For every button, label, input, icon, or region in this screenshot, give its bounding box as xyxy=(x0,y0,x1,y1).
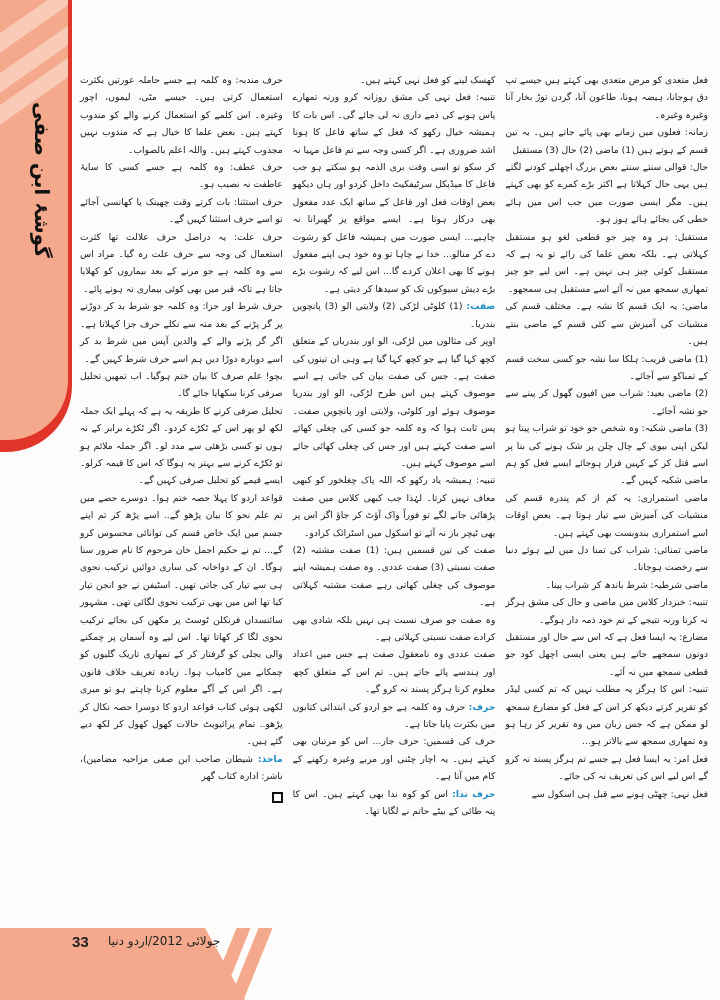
paragraph-text: (2) ماضی بعید: شراب میں افیون گھول کر پینے سے جو نشہ آجائے۔ xyxy=(505,388,708,417)
paragraph xyxy=(293,786,496,821)
paragraph-text: حرف استثنا: بات کرتے وقت چھینک یا کھانسی آجائے تو اسے حرف استثنا کہیں گے۔ xyxy=(79,196,283,226)
paragraph-text: ماضی تمنائی: شراب کی تمنا دل میں لیے ہوئے دنیا سے رخصت ہوجانا۔ xyxy=(505,544,708,574)
paragraph-text: تنبیہ: فعل نہی کی مشق روزانہ کرو ورنہ تمھارے پاس ہونے کی ذمے داری نہ لی جائے گی۔ اس بات کا ہمیشہ خیال رکھو کہ فعل کے ساتھ فاعل کا ہونا اشد ضروری ہے۔ اگر کسی وجہ سے تم فاعل مہیا نہ کر سکو تو اسی وقت بری الذمہ ہو سکتے ہو جب فاعل کا میڈیکل سرٹیفکیٹ داخل کردو اور ہاں دیکھو بعض اوقات فعل اور فاعل کے ساتھ ایک عدد مفعول بھی درکار ہوتا ہے۔ ایسے مواقع پر گھبرانا نہ چاہیے... ایسی صورت میں ہمیشہ فاعل کو رشوت دے کر منالو... خدا نے چاہا تو وہ خود ہی اپنے مفعول ہونے کا بھی اعلان کردے گا... اس لیے کہ رشوت بڑے بڑے دیش سیوکوں تک کو سیدھا کر دیتی ہے۔ xyxy=(292,92,496,295)
paragraph-text: تنبیہ: ہمیشہ یاد رکھو کہ اللہ پاک چغلخور کو کبھی معاف نہیں کرتا۔ لہٰذا جب کبھی کلاس میں صفت پڑھائی جانے لگے تو فوراً واک آؤٹ کر جاؤ اگر اس پر بھی ٹیچر باز نہ آئے تو اسکول میں اسٹرائک کرادو۔ xyxy=(292,475,496,539)
paragraph xyxy=(505,681,708,751)
paragraph-text: فعل امر: یہ ایسا فعل ہے جسے تم ہرگز پسند نہ کرو گے اس لیے اس کی تعریف نہ کی جائے۔ xyxy=(505,753,708,783)
paragraph xyxy=(505,594,708,629)
paragraph xyxy=(293,89,496,298)
paragraph-text: ماضی: یہ ایک قسم کا نشہ ہے۔ مختلف قسم کی منشیات کی آمیزش سے کئی قسم کے ماضی بنتے ہیں۔ xyxy=(505,301,708,348)
paragraph-text: حرف مندبہ: وہ کلمہ ہے جسے حاملہ عورتیں بکثرت استعمال کرتی ہیں۔ جیسے مٹی، لیموں، اچور وغیرہ۔ اس کلمے کو استعمال کرنے والے کو مندوب کہتے ہیں۔ بعض علما کا خیال ہے کہ مندوب نہیں مجذوب کہتے ہیں۔ واللہ اعلم بالصواب۔ xyxy=(79,75,283,156)
paragraph xyxy=(505,351,708,386)
section-title: گوشۂ ابن صفی xyxy=(30,102,54,258)
paragraph-text: اوپر کی مثالوں میں لڑکی، الو اور بندریاں کے متعلق کچھ کہا گیا ہے جو کچھ کہا گیا ہے وہی ان تینوں کی صفت ہے۔ جس کی صفت بیان کی جاتی ہے اسے موصوف کہتے ہیں اس طرح لڑکی، الو اور بندریا موصوف ہوئے اور کلوٹی، ولایتی اور پانچویں صفت۔ پس ثابت ہوا کہ وہ کلمہ جو کسی کی چغلی کھائے اسے صفت کہتے ہیں اور جس کی چغلی کھائی جائے اسے موصوف کہتے ہیں۔ xyxy=(292,336,496,469)
paragraph xyxy=(293,733,496,785)
column-1 xyxy=(505,72,708,803)
paragraph xyxy=(80,751,283,786)
paragraph xyxy=(505,124,708,159)
paragraph-text: حرف کی قسمیں: حرف جار... اس کو مرتبان بھی کہتے ہیں۔ یہ اچار چٹنی اور مربے وغیرہ رکھنے کے کام میں آتا ہے۔ xyxy=(292,736,496,783)
paragraph-heading: حرف ندا: xyxy=(452,788,496,800)
paragraph xyxy=(505,577,708,594)
paragraph xyxy=(80,403,283,490)
paragraph xyxy=(505,490,708,542)
paragraph-text: حرف شرط اور جزا: وہ کلمہ جو شرط بد کر دوڑنے پر گر پڑنے کے بعد منہ سے نکلے حرف جزا کہلاتا ہے۔ اگر گر پڑنے والے کے والدین آپس میں شرط بد کر اسے دوبارہ دوڑا دیں ہم اسے حرف شرط کہیں گے۔ xyxy=(79,301,283,365)
paragraph xyxy=(80,490,283,751)
article-body xyxy=(80,72,708,820)
paragraph-text: ماضی شرطیہ: شرط باندھ کر شراب پینا۔ xyxy=(545,579,708,591)
paragraph xyxy=(80,368,283,403)
paragraph-text: حرف وہ کلمہ ہے جو اردو کی ابتدائی کتابوں میں بکثرت پایا جاتا ہے۔ xyxy=(292,701,496,731)
paragraph-text: صفت عددی وہ نامعقول صفت ہے جس میں اعداد اور ہندسے پائے جاتے ہیں۔ تم اس کے متعلق کچھ معلوم کرنا ہرگز پسند نہ کرو گے۔ xyxy=(292,649,496,696)
paragraph xyxy=(293,333,496,472)
issue-label: جولائی 2012/اردو دنیا xyxy=(108,934,221,948)
paragraph-text: وہ صفت جو صرف نسبت ہی نہیں بلکہ شادی بھی کرادے صفت نسبتی کہلاتی ہے۔ xyxy=(292,614,496,643)
paragraph xyxy=(80,72,283,159)
paragraph-text: فعل متعدی کو مرض متعدی بھی کہتے ہیں جیسے تپ دق ہوجانا، ہیضہ ہونا، طاعون آنا، گردن توڑ بخار آنا وغیرہ وغیرہ۔ xyxy=(505,75,708,121)
paragraph-text: شیطان صاحب ابن صفی مزاحیہ مضامین)، ناشر: ادارہ کتاب گھر xyxy=(79,753,283,783)
paragraph xyxy=(293,72,496,89)
paragraph xyxy=(505,159,708,229)
paragraph xyxy=(505,542,708,577)
paragraph-text: (1) کلوٹی لڑکی (2) ولایتی الو (3) پانچویں بندریا۔ xyxy=(292,301,496,330)
paragraph xyxy=(505,229,708,299)
paragraph-text: قواعد اردو کا پہلا حصہ ختم ہوا۔ دوسرے حصے میں تم علم نحو کا بیان پڑھو گے.. اسے پڑھ کر تم اپنے جسم میں ایک خاص قسم کی توانائی محسوس کرو گے... تم نے حکیم اجمل خان مرحوم کا نام ضرور سنا ہوگا۔ ان کے دواخانہ کی ساری دوائیں ترکیب نحوی ہی سے تیار کی جاتی تھیں۔ اسٹیفن نے جو انجن تیار کیا تھا اس میں بھی ترکیب نحوی لگائی تھی۔ مشہور سائنسداں فرنکلن ٹوسٹ پر مکھن کی بجائے ترکیب نحوی لگا کر کھاتا تھا۔ اس لیے وہ آسمان پر چمکنے والی بجلی کو گرفتار کر کے تمھاری تاریک گلیوں کو چمکانے میں کامیاب ہوا۔ زیادہ تعریف خلاف قانون ہے۔ اگر اس کے آگے معلوم کرنا چاہتے ہو تو میری لکھی ہوئی کتاب قواعد اردو کا دوسرا حصہ نکال کر پڑھو.. تمام پرائیویٹ حالات کھول کھول کر لکھ دیے گئے ہیں۔ xyxy=(79,492,283,748)
paragraph xyxy=(293,646,496,698)
paragraph-text: تنبیہ: اس کا ہرگز یہ مطلب نہیں کہ تم کسی لیڈر کو تقریر کرتے دیکھ کر اس کے فعل کو مضارع سمجھ لو ممکن ہے کہ جس زبان میں وہ تقریر کر رہا ہو وہ تمھاری سمجھ سے بالاتر ہو... xyxy=(505,684,708,748)
paragraph xyxy=(505,629,708,681)
paragraph-heading: ماخذ: xyxy=(257,753,283,765)
paragraph xyxy=(505,298,708,350)
paragraph-text: بچو! علم صرف کا بیان ختم ہوگیا۔ اب تمھیں تحلیل صرفی کرنا سکھایا جائے گا۔ xyxy=(79,370,283,400)
paragraph xyxy=(293,612,496,647)
paragraph xyxy=(505,72,708,124)
paragraph xyxy=(505,385,708,420)
paragraph-text: زمانہ: فعلوں میں زمانے بھی پائے جاتے ہیں۔ یہ تین قسم کے ہوتے ہیں (1) ماضی (2) حال (3) مستقبل xyxy=(505,127,708,156)
paragraph xyxy=(293,542,496,612)
page-number: 33 xyxy=(72,934,89,951)
paragraph-text: کھسک لینے کو فعل نہی کہتے ہیں۔ xyxy=(360,75,496,86)
paragraph xyxy=(80,229,283,299)
paragraph-text: تنبیہ: خبردار کلاس میں ماضی و حال کی مشق ہرگز نہ کرنا ورنہ نتیجے کے تم خود ذمہ دار ہوگے۔ xyxy=(505,597,708,626)
paragraph-text: تحلیل صرفی کرنے کا طریقہ یہ ہے کہ پہلے ایک جملہ لکھ لو پھر اس کے ٹکڑے کردو۔ اگر ٹکڑے برابر کے نہ ہوں تو کسی بڑھئی سے مدد لو۔ اگر جملہ ملائم ہو تو ٹکڑے کرنے سے بہتر یہ ہوگا کہ اس کا قیمہ کرلو۔ ایسے قیمے کو تحلیل صرفی کہیں گے۔ xyxy=(79,405,283,487)
paragraph-text: حال: قوالی سنتے سنتے بعض بزرگ اچھلنے کودنے لگتے ہیں یہی حال کہلاتا ہے اکثر بڑے کمرے کو بھی کہتے ہیں۔ مگر ایسی صورت میں جب اس میں ہائے خطی کی بجائے ہائے ہوز ہو۔ xyxy=(505,162,708,226)
paragraph xyxy=(505,751,708,786)
column-3 xyxy=(80,72,283,809)
paragraph xyxy=(293,298,496,333)
paragraph xyxy=(505,786,708,803)
paragraph-text: صفت کی تین قسمیں ہیں: (1) صفت مشتبہ (2) صفت نسبتی (3) صفت عددی۔ وہ صفت ہمیشہ اپنے موصوف کی چغلی کھاتی رہے صفت مشتبہ کہلاتی ہے۔ xyxy=(292,544,496,609)
paragraph xyxy=(80,194,283,229)
paragraph xyxy=(293,472,496,542)
paragraph-text: حرف علت: یہ دراصل حرف علالت تھا کثرت استعمال کی وجہ سے حرف علت رہ گیا۔ مراد اس سے وہ کلمہ ہے جو مرنے کے بعد بیماروں کو کھلایا جاتا ہے تاکہ قبر میں بھی کوئی بیماری نہ ہونے پائے۔ xyxy=(79,231,283,295)
paragraph xyxy=(505,420,708,490)
paragraph-text: ماضی استمراری: یہ کم از کم پندرہ قسم کی منشیات کی آمیزش سے تیار ہوتا ہے۔ بعض اوقات اسے استمراری بندوبست بھی کہتے ہیں۔ xyxy=(505,492,708,539)
paragraph-heading: صفت: xyxy=(466,301,496,313)
paragraph-text: (3) ماضی شکیہ: وہ شخص جو خود تو شراب پیتا ہو لیکن اپنی بیوی کے چال چلن پر شک ہونے کی بنا پر اسے قتل کر کے کہیں فرار ہوجائے ایسے فعل کو ہم ماضی شکیہ کہیں گے۔ xyxy=(505,423,708,487)
column-2 xyxy=(293,72,496,820)
paragraph-text: حرف عطف: وہ کلمہ ہے جسے کسی کا سایۂ عاطفت نہ نصیب ہو۔ xyxy=(79,162,283,191)
paragraph xyxy=(80,298,283,368)
paragraph-text: مستقبل: ہر وہ چیز جو قطعی لغو ہو مستقبل کہلاتی ہے۔ بلکہ بعض علما کی رائے تو یہ ہے کہ مستقبل کوئی چیز ہی نہیں ہے۔ اس لیے جو چیز تمھاری سمجھ میں نہ آئے اسے مستقبل ہی سمجھو۔ xyxy=(505,231,708,295)
end-of-article-icon xyxy=(272,792,283,803)
paragraph-text: (1) ماضی قریب: ہلکا سا نشہ جو کسی سخت قسم کے تمباکو سے آجائے۔ xyxy=(505,353,708,382)
paragraph-text: مضارع: یہ ایسا فعل ہے کہ اس سے حال اور مستقبل دونوں سمجھے جاتے ہیں یعنی ایسی اچھل کود جو قطعی سمجھ میں نہ آئے۔ xyxy=(505,632,708,678)
paragraph-text: اس کو کوہ ندا بھی کہتے ہیں۔ اس کا پتہ طائی کے بیٹے حاتم نے لگایا تھا۔ xyxy=(292,788,496,818)
paragraph-heading: حرف: xyxy=(468,701,496,713)
paragraph xyxy=(293,699,496,734)
paragraph-text: فعل نہی: چھٹی ہونے سے قبل ہی اسکول سے xyxy=(531,788,708,800)
paragraph xyxy=(80,159,283,194)
